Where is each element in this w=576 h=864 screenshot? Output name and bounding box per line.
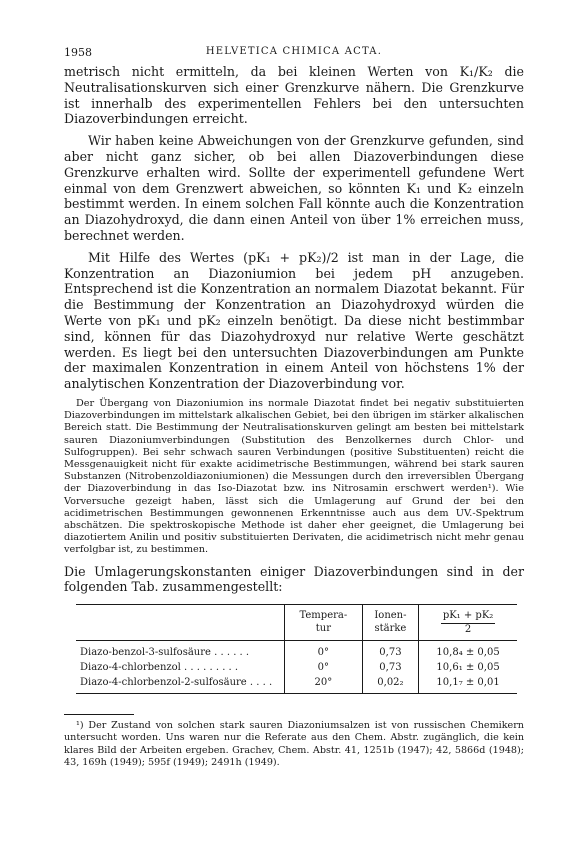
header-pk [419,605,517,641]
table-header-row [76,605,517,641]
paragraph-3: Mit Hilfe des Wertes (pK₁ + pK₂)/2 ist man in der Lage, die Konzentration an Diazoniumion bei jedem pH anzugeben. Entsprechend ist die Konzentration an normalem Diazotat bekannt. Für die Bestimmung der Konzentration an Diazohydroxyd würden die Werte von pK₁ und pK₂ einzeln benötigt. Da diese nicht bestimmbar sind, können für das Diazohydroxyd nur relative Werte geschätzt werden. Es liegt bei den untersuchten Diazoverbindungen am Punkte der maximalen Konzentration in einem Anteil von höchstens 1% der analytischen Konzentration der Diazoverbindung vor. [64,249,524,392]
running-header [64,46,524,64]
table-row [76,675,517,694]
pk-value: 10,8₄ ± 0,05 [419,641,517,661]
pk-value: 10,6₁ ± 0,05 [419,660,517,675]
pk-fraction [441,610,496,636]
pk-denominator: 2 [464,623,472,635]
table-intro-text: Die Umlagerungskonstanten einiger Diazoverbindungen sind in der folgenden Tab. zusammengestellt: [64,563,524,595]
journal-title: HELVETICA CHIMICA ACTA. [205,46,383,57]
paragraph-2: Wir haben keine Abweichungen von der Grenzkurve gefunden, sind aber nicht ganz sicher, ob bei allen Diazoverbindungen diese Grenzkurve erhalten wird. Sollte der experimentell gefundene Wert einmal von dem Grenzwert abweichen, so könnten K₁ und K₂ einzeln bestimmt werden. In einem solchen Fall könnte auch die Konzentration an Diazohydroxyd, die dann einen Anteil von über 1% erreichen muss, berechnet werden. [64,133,524,243]
paragraph-1: metrisch nicht ermitteln, da bei kleinen Werten von K₁/K₂ die Neutralisationskurven sich einer Grenzkurve nähern. Die Grenzkurve ist innerhalb des experimentellen Fehlers bei den untersuchten Diazoverbindungen erreicht. [64,64,524,127]
compound-name: Diazo-4-chlorbenzol-2-sulfosäure . . . . [80,677,273,689]
small-print-section [64,398,524,557]
ionic-strength-value: 0,73 [362,660,418,675]
table-row [76,660,517,675]
pk-value: 10,1₇ ± 0,01 [419,675,517,694]
header-temperature: Tempera- tur [285,605,363,641]
page [64,46,524,769]
rearrangement-constants-table [76,604,517,694]
header-compound [76,605,285,641]
temperature-value: 0° [285,641,363,661]
table-intro [64,564,524,596]
temperature-value: 0° [285,660,363,675]
footnote-text: ¹) Der Zustand von solchen stark sauren Diazoniumsalzen ist von russischen Chemikern untersucht worden. Uns waren nur die Referate aus den Chem. Abstr. zugänglich, die kein klares Bild der Arbeiten ergeben. Grachev, Chem. Abstr. 41, 1251b (1947); 42, 5866d (1948); 43, 169h (1949); 595f (1949); 2491h (1949). [64,720,524,769]
small-paragraph: Der Übergang von Diazoniumion ins normale Diazotat findet bei negativ substituierten Diazoverbindungen im mittelstark alkalischen Gebiet, bei den übrigen im stärker alkalischen Bereich statt. Die Bestimmung der Neutralisationskurven gelingt am besten bei mittelstark sauren Diazoniumverbindungen (Substitution des Benzolkernes durch Chlor- und Sulfogruppen). Bei sehr schwach sauren Verbindungen (positive Substituenten) reicht die Messgenauigkeit nicht für exakte acidimetrische Bestimmungen, während bei stark sauren Substanzen (Nitrobenzoldiazoniumionen) die Messungen durch den irreversiblen Übergang der Diazoverbindung in das Iso-Diazotat bzw. ins Nitrosamin erschwert werden¹). Wie Vorversuche gezeigt haben, lässt sich die Umlagerung auf Grund der bei den acidimetrischen Bestimmungen gewonnenen Erkenntnisse auch aus dem UV.-Spektrum abschätzen. Die spektroskopische Methode ist daher eher geeignet, die Umlagerung bei diazotiertem Anilin und positiv substituierten Derivaten, die acidimetrisch nicht mehr genau verfolgbar ist, zu bestimmen. [64,397,524,556]
compound-name: Diazo-4-chlorbenzol . . . . . . . . . [80,662,239,674]
main-text [64,64,524,392]
ionic-strength-value: 0,73 [362,641,418,661]
compound-name: Diazo-benzol-3-sulfosäure . . . . . . [80,647,250,659]
temperature-value: 20° [285,675,363,694]
header-ionic-strength: Ionen- stärke [362,605,418,641]
ionic-strength-value: 0,02₂ [362,675,418,694]
footnote-rule [64,714,134,715]
footnote [64,720,524,769]
pk-numerator: pK₁ + pK₂ [441,610,496,624]
page-number: 1958 [64,46,92,59]
table-row [76,641,517,661]
